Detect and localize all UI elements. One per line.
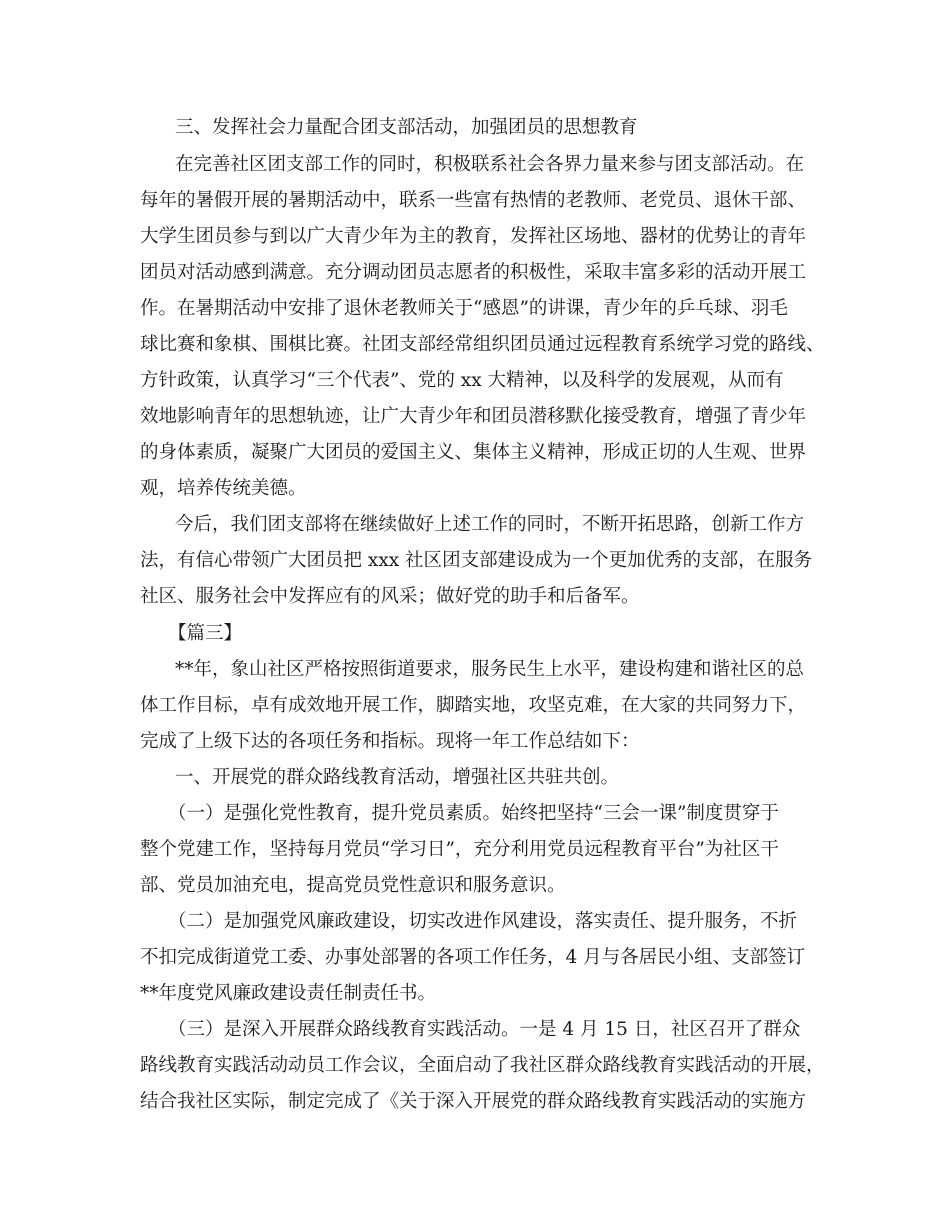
paragraph-line: 的身体素质，凝聚广大团员的爱国主义、集体主义精神，形成正切的人生观、世界 bbox=[140, 442, 807, 463]
section-heading: 一、开展党的群众路线教育活动，增强社区共驻共创。 bbox=[175, 767, 620, 788]
paragraph-line: 结合我社区实际，制定完成了《关于深入开展党的群众路线教育实践活动的实施方 bbox=[140, 1091, 807, 1112]
chapter-heading: 【篇三】 bbox=[168, 623, 243, 644]
paragraph-line: （三）是深入开展群众路线教育实践活动。一是 4 月 15 日，社区召开了群众 bbox=[168, 1019, 801, 1040]
paragraph-line: 路线教育实践活动动员工作会议，全面启动了我社区群众路线教育实践活动的开展， bbox=[140, 1055, 825, 1076]
paragraph-line: 整个党建工作，坚持每月党员“学习日”，充分利用党员远程教育平台”为社区干 bbox=[140, 839, 779, 860]
paragraph-line: （一）是强化党性教育，提升党员素质。始终把坚持“三会一课”制度贯穿于 bbox=[168, 803, 779, 824]
paragraph-line: 体工作目标，卓有成效地开展工作，脚踏实地，攻坚克难，在大家的共同努力下， bbox=[140, 695, 807, 716]
paragraph-line: 在完善社区团支部工作的同时，积极联系社会各界力量来参与团支部活动。在 bbox=[175, 154, 805, 175]
paragraph-line: 效地影响青年的思想轨迹，让广大青少年和团员潜移默化接受教育，增强了青少年 bbox=[140, 406, 807, 427]
paragraph-line: 大学生团员参与到以广大青少年为主的教育，发挥社区场地、器材的优势让的青年 bbox=[140, 226, 807, 247]
paragraph-line: 方针政策，认真学习“三个代表”、党的 xx 大精神，以及科学的发展观，从而有 bbox=[140, 370, 784, 391]
paragraph-line: 不扣完成街道党工委、办事处部署的各项工作任务，4 月与各居民小组、支部签订 bbox=[140, 947, 806, 968]
paragraph-line: 每年的暑假开展的暑期活动中，联系一些富有热情的老教师、老党员、退休干部、 bbox=[140, 190, 807, 211]
paragraph-line: （二）是加强党风廉政建设，切实改进作风建设，落实责任、提升服务，不折 bbox=[168, 911, 798, 932]
paragraph-line: 今后，我们团支部将在继续做好上述工作的同时，不断开拓思路，创新工作方 bbox=[175, 514, 805, 535]
paragraph-line: 法，有信心带领广大团员把 xxx 社区团支部建设成为一个更加优秀的支部，在服务 bbox=[140, 550, 813, 571]
paragraph-line: **年度党风廉政建设责任制责任书。 bbox=[140, 983, 437, 1004]
paragraph-line: 球比赛和象棋、围棋比赛。社团支部经常组织团员通过远程教育系统学习党的路线、 bbox=[140, 334, 825, 355]
paragraph-line: 作。在暑期活动中安排了退休老教师关于“感恩”的讲课，青少年的乒乓球、羽毛 bbox=[140, 298, 788, 319]
paragraph-line: 社区、服务社会中发挥应有的风采；做好党的助手和后备军。 bbox=[140, 586, 640, 607]
paragraph-line: 完成了上级下达的各项任务和指标。现将一年工作总结如下： bbox=[140, 731, 640, 752]
paragraph-line: 团员对活动感到满意。充分调动团员志愿者的积极性，采取丰富多彩的活动开展工 bbox=[140, 262, 807, 283]
paragraph-line: **年，象山社区严格按照街道要求，服务民生上水平，建设构建和谐社区的总 bbox=[175, 659, 805, 680]
section-heading: 三、发挥社会力量配合团支部活动，加强团员的思想教育 bbox=[175, 117, 638, 138]
paragraph-line: 部、党员加油充电，提高党员党性意识和服务意识。 bbox=[140, 875, 566, 896]
paragraph-line: 观，培养传统美德。 bbox=[140, 478, 307, 499]
